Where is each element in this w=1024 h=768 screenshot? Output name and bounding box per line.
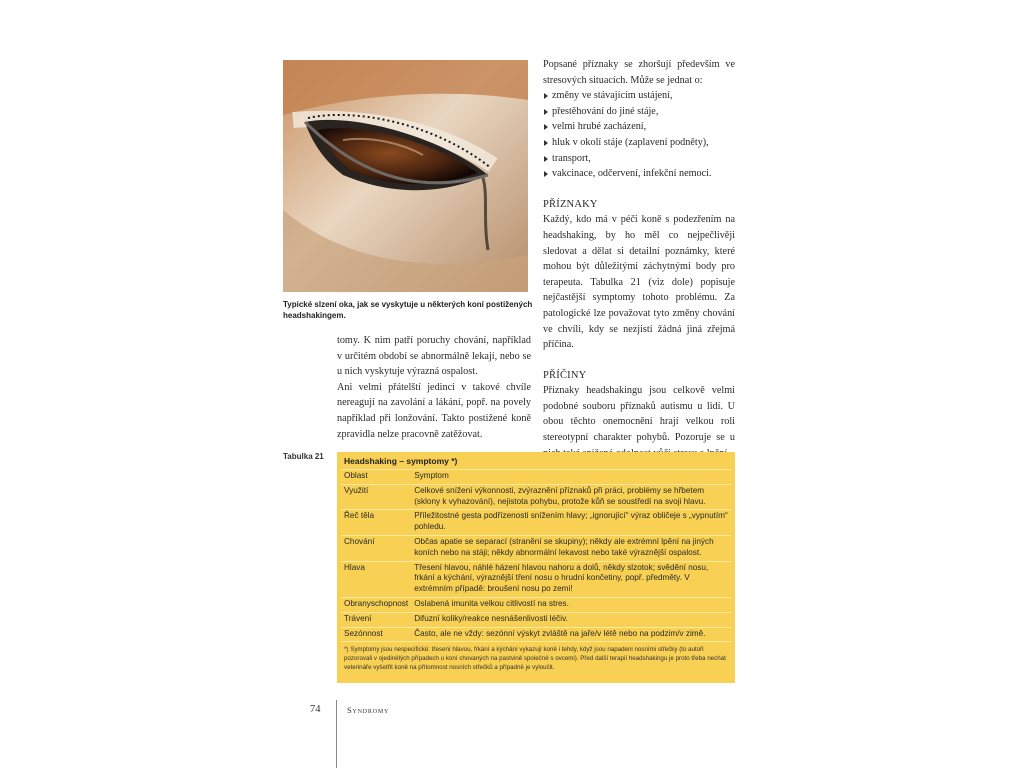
symptoms-paragraph: Každý, kdo má v péči koně s podezřením na headshaking, by ho měl co nejpečlivěji sledovat a dělat si detailní poznámky, které mohou být důležitými záchytnými body pro terapeuta. Tabulka 21 (viz dole) popisuje nejčastější symptomy tohoto problému. Za patologické lze považovat tyto změny chování ve chvíli, kdy se nezjistí žádná jiná zřejmá příčina. — [543, 214, 735, 351]
table-label: Tabulka 21 — [283, 452, 324, 461]
section-heading-causes: PŘÍČINY — [543, 369, 587, 381]
list-item — [543, 88, 735, 104]
table-row — [341, 561, 731, 597]
table-cell-symptom: Příležitostné gesta podřízenosti snížením hlavy; „ignorující“ výraz obličeje s „vypnutím“ pohledu. — [411, 510, 731, 536]
left-text-column — [337, 333, 531, 442]
table-cell-symptom: Občas apatie se separací (stranění se skupiny); někdy ale extrémní lpění na jiných koních nebo na stáji; někdy abnormální lekavost nebo také výraznější ospalost. — [411, 535, 731, 561]
table-row — [341, 510, 731, 536]
horse-eye-image — [283, 60, 528, 292]
table-row — [341, 612, 731, 627]
table-cell-area: Obranyschopnost — [341, 597, 411, 612]
list-item — [543, 135, 735, 151]
table-cell-symptom: Celkové snížení výkonnosti, zvýraznění příznaků při práci, problémy se hřbetem (sklony k vyhazování), nejistota pohybu, protože kůň se soustředí na svoji hlavu. — [411, 484, 731, 510]
stress-situations-list — [543, 88, 735, 182]
eye-photo — [283, 60, 528, 292]
bullet-arrow-icon — [544, 171, 548, 177]
table-cell-symptom: Difuzní koliky/reakce nesnášenlivosti léčiv. — [411, 612, 731, 627]
symptoms-table — [337, 452, 735, 683]
table-cell-area: Využití — [341, 484, 411, 510]
list-item-text: změny ve stávajícím ustájení, — [552, 90, 673, 102]
table-cell-area: Chování — [341, 535, 411, 561]
right-text-column — [543, 57, 735, 461]
table-cell-area: Sezónnost — [341, 627, 411, 642]
list-item-text: přestěhování do jiné stáje, — [552, 105, 659, 117]
bullet-arrow-icon — [544, 109, 548, 115]
list-item-text: vakcinace, odčervení, infekční nemoci. — [552, 168, 712, 180]
right-intro-paragraph: Popsané příznaky se zhoršují především ve stresových situacích. Může se jednat o: — [543, 59, 735, 86]
list-item-text: velmi hrubé zacházení, — [552, 121, 647, 133]
list-item — [543, 151, 735, 167]
section-heading-symptoms: PŘÍZNAKY — [543, 198, 598, 210]
left-paragraph-1: tomy. K nim patří poruchy chování, například v určitém období se abnormálně lekají, nebo se u nich vyskytuje výrazná ospalost. — [337, 335, 531, 378]
table-cell-symptom: Oslabená imunita velkou citlivostí na stres. — [411, 597, 731, 612]
running-section-title: Syndromy — [347, 705, 390, 715]
footer-divider — [336, 700, 337, 768]
bullet-arrow-icon — [544, 93, 548, 99]
table-cell-symptom: Třesení hlavou, náhlé házení hlavou nahoru a dolů, někdy slzotok; svědění nosu, frkání a kýchání, výraznější tření nosu o hrudní končetiny, popř. předměty. V extrémním případě: broušení nosu po zemi! — [411, 561, 731, 597]
table-footnote: *) Symptomy jsou nespecifické: třesení hlavou, frkání a kýchání vykazují koně i tehdy, když jsou napadeni nosními střečky (to autoři pozorovali v ojedinělých případech u koní chovaných na pastvině společně s ovcemi). Před další terapií headshakingu je proto třeba nechat veterináře vyšetřit koně na přítomnost nosních střečků a případně je vyloučit. — [344, 646, 726, 672]
photo-caption: Typické slzení oka, jak se vyskytuje u některých koní postižených headshakingem. — [283, 300, 533, 320]
bullet-arrow-icon — [544, 140, 548, 146]
list-item — [543, 119, 735, 135]
table-row — [341, 535, 731, 561]
table-title: Headshaking – symptomy *) — [341, 455, 731, 470]
left-paragraph-2: Ani velmi přátelští jedinci v takové chvíle nereagují na zavolání a lákání, popř. na povely například při lonžování. Takto postižené koně zpravidla nelze pracovně zatěžovat. — [337, 381, 531, 440]
table-cell-area: Řeč těla — [341, 510, 411, 536]
causes-paragraph: Příznaky headshakingu jsou celkově velmi podobné souboru příznaků autismu u lidí. U obou těchto onemocnění hrají velkou roli stereotypní charakter pohybů. Pozoruje se u — [543, 385, 735, 444]
list-item — [543, 166, 735, 182]
table-cell-area: Hlava — [341, 561, 411, 597]
list-item — [543, 104, 735, 120]
bullet-arrow-icon — [544, 156, 548, 162]
table-row — [341, 627, 731, 642]
table-row — [341, 484, 731, 510]
table-header-row — [341, 470, 731, 484]
page-number: 74 — [310, 704, 321, 715]
table-row — [341, 597, 731, 612]
column-header-symptom: Symptom — [411, 470, 731, 484]
list-item-text: hluk v okolí stáje (zaplavení podněty), — [552, 136, 709, 148]
column-header-area: Oblast — [341, 470, 411, 484]
bullet-arrow-icon — [544, 124, 548, 130]
list-item-text: transport, — [552, 152, 591, 164]
table-cell-symptom: Často, ale ne vždy: sezónní výskyt zvláště na jaře/v létě nebo na podzim/v zimě. — [411, 627, 731, 642]
table-grid — [341, 470, 731, 642]
table-cell-area: Trávení — [341, 612, 411, 627]
